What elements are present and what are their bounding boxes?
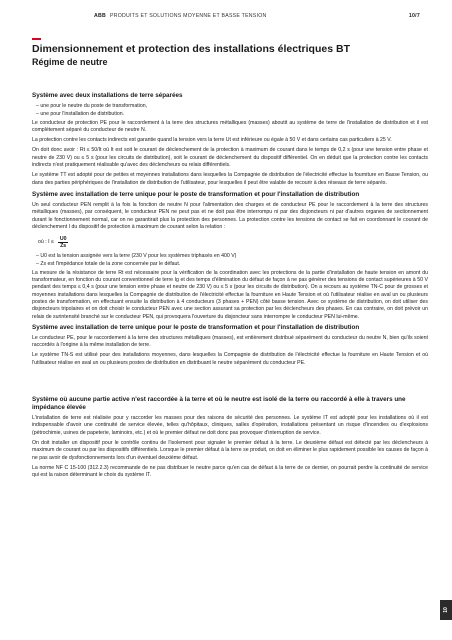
paragraph: Le conducteur de protection PE pour le raccordement à la terre des structures métalliques (masses) aboutit au système de terre de l'installation de distribution et il est complètement séparé du conducteur de neutre N. xyxy=(32,119,428,133)
section-tnc xyxy=(32,191,428,321)
list-item: – une pour le neutre du poste de transformation, xyxy=(36,103,148,109)
page-number: 10/7 xyxy=(408,13,420,19)
formula-fraction xyxy=(58,236,69,250)
paragraph: Le conducteur PE, pour le raccordement à la terre des structures métalliques (masses), est entièrement distribué séparément du conducteur du neutre N, bien qu'ils soient raccordés à l'origine à la même installation de terre. xyxy=(32,334,428,349)
paragraph: On doit donc avoir : Rt ≤ 50/It où It est soit le courant de déclenchement de la protection à maximum de courant dans le temps de 0,2 s (pour une tension entre phase et neutre de 230 V) ou ≤ 5 s (pour les circuits de distribution), soit le courant de déclenchement du dispositif différentiel. On en déduit que la protection contre les contacts indirects n'est pratiquement réalisable qu'avec des déclencheurs ou relais différentiels. xyxy=(32,147,428,169)
section-tt-heading: Système avec deux installations de terre séparées xyxy=(32,92,183,99)
section-it xyxy=(32,396,428,479)
page-header xyxy=(34,13,420,23)
paragraph: L'installation de terre est réalisée pour y raccorder les masses pour des raisons de sécurité des personnes. Le système IT est adopté pour les installations où il est indispensable d'avoir une continuité de service élevée, telles qu'hôpitaux, cliniques, salles d'opération, installations présentant un risque d'incendies ou d'explosions (pétrochimie, usines de papeterie, laminoirs, etc.) et où le premier défaut ne doit donc pas provoquer d'interruption de service. xyxy=(32,415,428,436)
accent-bar xyxy=(32,38,41,40)
list-item: – Zs est l'impédance totale de la zone concernée par le défaut. xyxy=(36,261,181,268)
paragraph: Un seul conducteur PEN remplit à la fois la fonction de neutre N pour l'alimentation des charges et de conducteur PE pour le raccordement à la terre des structures métalliques (masses), par conséquent, le conducteur PEN ne peut pas et ne doit pas être interrompu ni par des disjoncteurs ni par d'autres organes de sectionnement durant le fonctionnement normal, car on ne garantirait plus la protection des personnes. La protection contre les tensions de contact se fait en coordonnant le courant de déclenchement I du dispositif de protection à maximum de courant selon la relation : xyxy=(32,201,428,230)
paragraph: Le système TN-S est utilisé pour des installations moyennes, dans lesquelles la Compagnie de distribution de l'électricité effectue la fourniture en Haute Tension et où l'utilisateur réalise en aval un ou plusieurs postes de distribution en distribuant le neutre séparément du conducteur PE. xyxy=(32,352,428,366)
formula xyxy=(38,234,428,251)
section-it-heading: Système où aucune partie active n'est raccordée à la terre et où le neutre est isolé de la terre ou raccordé à elle à travers une impédance élevée xyxy=(32,396,406,412)
paragraph: La protection contre les contacts indirects est garantie quand la tension vers la terre Ut est inférieure ou égale à 50 V et dans certains cas particuliers à 25 V. xyxy=(32,137,392,144)
paragraph: Le système TT est adopté pour de petites et moyennes installations dans lesquelles la Compagnie de distribution de l'électricité effectue la fourniture en Basse Tension, ou dans des parties périphériques de l'installation de distribution de l'utilisateur, pour lesquelles il peut être valable de recourir à des réseaux de terre séparés. xyxy=(32,172,428,186)
chapter-tab-label: 10 xyxy=(443,607,449,613)
page-title: Dimensionnement et protection des installations électriques BT xyxy=(32,43,350,55)
section-tnc-heading: Système avec installation de terre unique pour le poste de transformation et pour l'installation de distribution xyxy=(32,190,360,198)
list-item: – une pour l'installation de distribution. xyxy=(36,111,125,118)
chapter-tab xyxy=(440,600,452,620)
section-tt xyxy=(32,92,428,187)
main-content xyxy=(32,92,428,482)
spacer xyxy=(32,370,428,396)
brand-label: ABB xyxy=(94,13,106,19)
formula-prefix: où : I ≤ xyxy=(38,239,54,245)
paragraph: La norme NF C 15-100 (312.2.3) recommande de ne pas distribuer le neutre parce qu'en cas de défaut à la terre de ce dernier, on pourrait perdre la continuité de service qui est la raison déterminant le choix du système IT. xyxy=(32,464,428,479)
section-tns-heading: Système avec installation de terre unique pour le poste de transformation et pour l'installation de distribution xyxy=(32,323,360,331)
paragraph: On doit installer un dispositif pour le contrôle continu de l'isolement pour signaler le premier défaut à la terre. Le deuxième défaut est détecté par les déclencheurs à maximum de courant ou par les dispositifs différentiels. Lorsque le premier défaut à la terre se produit, on doit en éliminer le plus rapidement possible les causes de façon à ne pas avoir de dysfonctionnements lors d'un éventuel deuxième défaut. xyxy=(32,439,428,461)
paragraph: La mesure de la résistance de terre Rt est nécessaire pour la vérification de la coordination avec les protections de la partie d'installation de haute tension en amont du transformateur, en fonction du courant conventionnel de terre Ig et des temps d'élimination du défaut de façon à ne pas générer des tensions de contact supérieures à 50 V pendant des temps ≤ 0,4 s (pour une tension entre phase et neutre de 230 V) ou ≤ 5 s (pour les circuits de distribution). On a recours au système TN-C pour de grosses et moyennes installations dans lesquelles la Compagnie de distribution de l'électricité effectue la fourniture en Haute Tension et où l'utilisateur réalise en aval un ou plusieurs postes de transformation, en effectuant ensuite la distribution à 4 conducteurs (3 phases + PEN) côté basse tension. Avec ce système de distribution, on doit utiliser des disjoncteurs tripolaires et on doit choisir le conducteur PEN avec une section assurant sa protection par les déclencheurs des phases. En cas contraire, on doit prévoir un relais de surintensité branché sur le conducteur PEN, qui provoquera l'ouverture du disjoncteur sans interrompre le conducteur PEN lui-même. xyxy=(32,269,428,320)
page-subtitle: Régime de neutre xyxy=(32,57,108,67)
formula-numerator: U0 xyxy=(59,235,67,242)
section-label: PRODUITS ET SOLUTIONS MOYENNE ET BASSE TENSION xyxy=(110,13,267,19)
formula-denominator: Zs xyxy=(60,243,67,250)
list-item: – U0 est la tension assignée vers la terre (230 V pour les systèmes triphasés en 400 V) xyxy=(36,253,237,260)
section-tns xyxy=(32,324,428,367)
